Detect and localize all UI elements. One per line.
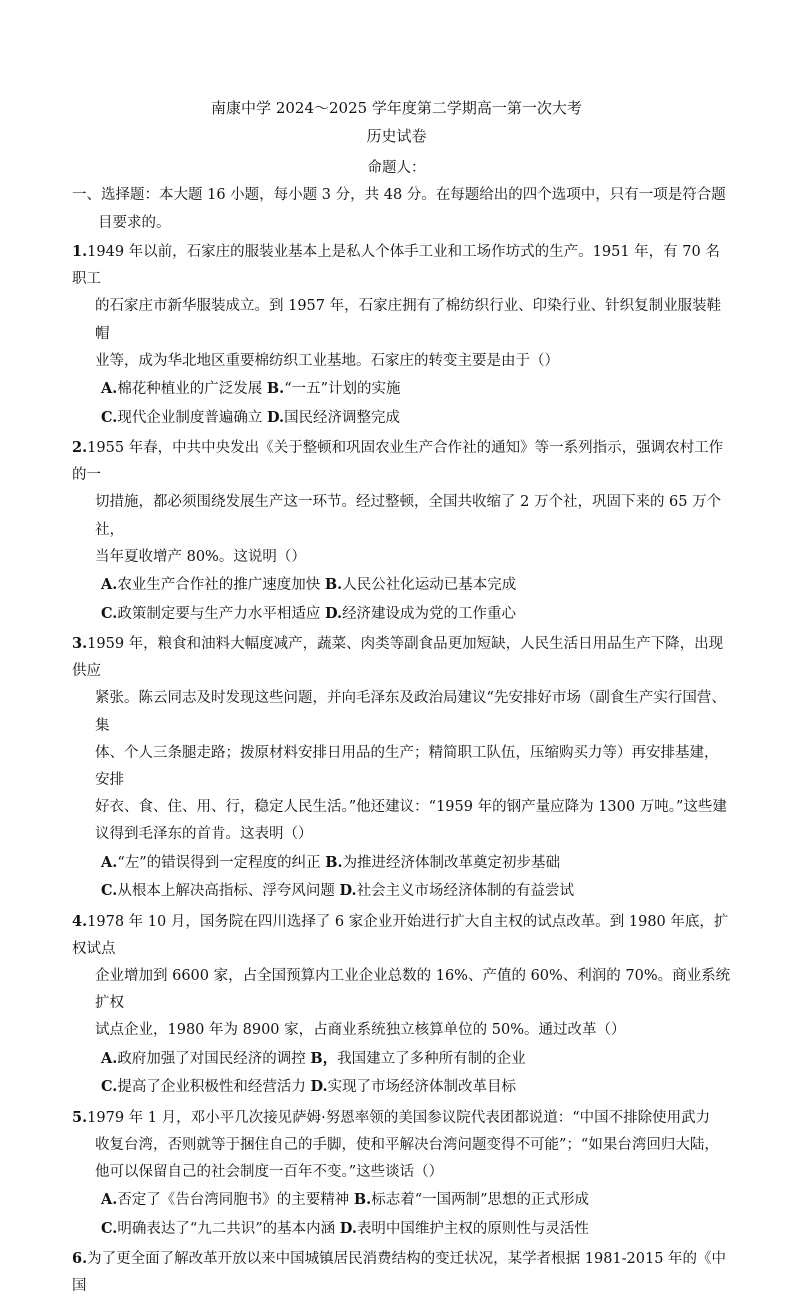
question-item [72,1245,732,1300]
question-stem [72,630,732,685]
section-instructions [72,181,732,237]
question-text: 1949 年以前，石家庄的服装业基本上是私人个体手工业和工场作坊式的生产。1951 年，有 70 名职工 [72,244,720,288]
option-label: D. [339,882,357,900]
answer-option-row [72,375,732,404]
option-text: 表明中国维护主权的原则性与灵活性 [356,1220,589,1237]
option-label: A. [101,1049,118,1067]
option-text: 国民经济调整完成 [284,409,401,426]
answer-option-row [72,600,732,629]
option-label: D. [339,1219,357,1237]
question-text-line: 紧张。陈云同志及时发现这些问题，并向毛泽东及政治局建议“先安排好市场（副食生产实行国营、集 [95,690,726,734]
question-text-line: 好衣、食、住、用、行，稳定人民生活。”他还建议：“1959 年的钢产量应降为 1300 万吨。”这些建 [95,799,727,816]
question-text-line: 试点企业，1980 年为 8900 家，占商业系统独立核算单位的 50%。通过改革（） [95,1022,626,1039]
answer-option-row [72,571,732,600]
option-label: B. [324,576,343,594]
question-stem [72,434,732,489]
option-text: 为推进经济体制改革奠定初步基础 [342,854,561,871]
question-text-line: 议得到毛泽东的首肯。这表明（） [95,826,313,843]
option-label: C. [101,604,118,622]
option-text: 政策制定要与生产力水平相适应 [117,605,321,622]
question-number: 2. [72,439,88,457]
question-text: 1978 年 10 月，国务院在四川选择了 6 家企业开始进行扩大自主权的试点改革。到 1980 年底，扩权试点 [72,913,729,957]
question-stem [72,1104,732,1132]
option-label: A. [101,853,118,871]
option-text: 提高了企业积极性和经营活力 [117,1079,306,1096]
question-item [72,1104,732,1244]
option-text: 标志着“一国两制”思想的正式形成 [371,1192,590,1209]
option-text: 人民公社化运动已基本完成 [342,577,517,594]
option-text: 从根本上解决高指标、浮夸风问题 [117,883,335,900]
option-text: “左”的错误得到一定程度的纠正 [117,854,321,871]
option-label: C. [101,408,118,426]
option-text: 社会主义市场经济体制的有益尝试 [356,883,575,900]
option-label: C. [101,1078,118,1096]
section-line-1: 一、选择题：本大题 16 小题，每小题 3 分，共 48 分。在每题给出的四个选项中，只有一项是符合题 [72,187,726,203]
answer-option-row [72,877,732,906]
answer-option-row [72,1186,732,1215]
option-text: 棉花种植业的广泛发展 [117,381,263,398]
option-label: B. [353,1191,372,1209]
question-text-line: 业等，成为华北地区重要棉纺织工业基地。石家庄的转变主要是由于（） [95,352,559,369]
question-number: 5. [72,1108,88,1126]
question-text: 为了更全面了解改革开放以来中国城镇居民消费结构的变迁状况，某学者根据 1981-2015 年的《中国 [72,1251,727,1295]
option-text: 明确表达了“九二共识”的基本内涵 [117,1220,336,1237]
question-item [72,434,732,628]
option-label: D. [324,604,343,622]
option-text: 政府加强了对国民经济的调控 [117,1050,306,1067]
option-label: D. [266,408,285,426]
option-label: D. [310,1078,328,1096]
option-label: A. [101,380,118,398]
answer-option-row [72,1215,732,1244]
question-number: 6. [72,1250,88,1268]
question-stem [72,1245,732,1300]
question-list [72,238,732,1301]
answer-option-row [72,1073,732,1102]
section-line-2: 目要求的。 [98,215,171,231]
option-text: 实现了市场经济体制改革目标 [327,1079,517,1096]
option-text: 经济建设成为党的工作重心 [342,605,517,622]
option-text: 农业生产合作社的推广速度加快 [117,577,321,594]
question-text-line: 当年夏收增产 80%。这说明（） [95,548,306,565]
answer-option-row [72,404,732,433]
question-text-line: 企业增加到 6600 家，占全国预算内工业企业总数的 16%、产值的 60%、利润的 70%。商业系统扩权 [95,968,731,1012]
question-item [72,630,732,906]
exam-subtitle: 历史试卷 [366,127,427,145]
question-item [72,238,732,432]
answer-option-row [72,1045,732,1074]
question-number: 4. [72,912,88,930]
question-stem [72,238,732,293]
question-number: 3. [72,635,88,653]
question-text-line: 收复台湾，否则就等于捆住自己的手脚，使和平解决台湾问题变得不可能”；“如果台湾回归大陆， [95,1136,719,1153]
option-label: B， [310,1049,338,1067]
answer-option-row [72,849,732,878]
question-text-line: 切措施，都必须围绕发展生产这一环节。经过整顿，全国共收缩了 2 万个社，巩固下来的 65 万个社， [95,494,722,538]
question-text-line: 体、个人三条腿走路；拨原材料安排日用品的生产；精简职工队伍，压缩购买力等）再安排基建，安排 [95,744,719,789]
option-label: A. [101,576,118,594]
option-text: 否定了《告台湾同胞书》的主要精神 [117,1192,350,1209]
option-text: 我国建立了多种所有制的企业 [337,1050,526,1067]
option-text: 现代企业制度普遍确立 [117,409,263,426]
question-item [72,908,732,1102]
question-text: 1959 年，粮食和油料大幅度减产，蔬菜、肉类等副食品更加短缺，人民生活日用品生产下降，出现供应 [72,636,724,680]
author-line: 命题人： [367,160,426,176]
option-label: B. [325,853,343,871]
question-text-line: 的石家庄市新华服装成立。到 1957 年，石家庄拥有了棉纺织行业、印染行业、针织复制业服装鞋帽 [95,298,722,342]
option-label: B. [266,380,285,398]
option-label: C. [101,1219,118,1237]
option-label: A. [101,1191,118,1209]
question-text: 1955 年春，中共中央发出《关于整顿和巩固农业生产合作社的通知》等一系列指示，强调农村工作的一 [72,440,724,484]
question-stem [72,908,732,963]
question-number: 1. [72,243,88,260]
option-label: C. [101,882,118,900]
exam-title: 南康中学 2024～2025 学年度第二学期高一第一次大考 [211,99,582,117]
option-text: “一五”计划的实施 [284,381,401,398]
question-text-line: 他可以保留自己的社会制度一百年不变。”这些谈话（） [95,1164,444,1181]
question-text: 1979 年 1 月，邓小平几次接见萨姆·努恩率领的美国参议院代表团都说道：“中国不排除使用武力 [87,1109,711,1126]
